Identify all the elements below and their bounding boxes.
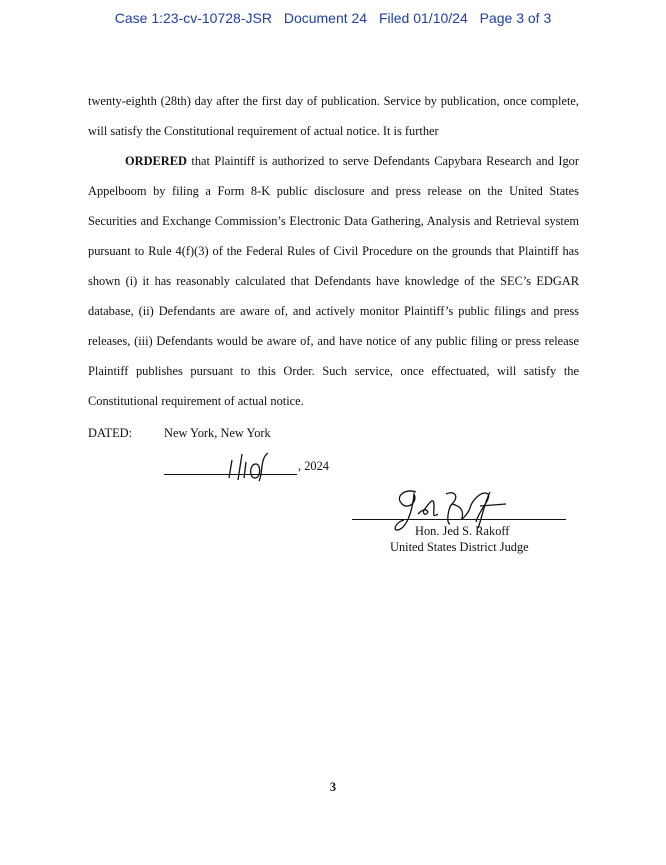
ordered-text: that Plaintiff is authorized to serve Defendants Capybara Research and Igor Appelboom by filing a Form 8-K public disclosure and press release on the United States Securities and Exchange Commission’s Electronic Data Gathering, Analysis and Retrieval system pursuant to Rule 4(f)(3) of the Federal Rules of Civil Procedure on the grounds that Plaintiff has shown (i) it has reasonably calculated that Defendants have knowledge of the SEC’s EDGAR database, (ii) Defendants are aware of, and actively monitor Plaintiff’s public filings and press releases, (iii) Defendants would be aware of, and have notice of any public filing or press release Plaintiff publishes pursuant to this Order. Such service, once effectuated, will satisfy the Constitutional requirement of actual notice. — [88, 154, 579, 408]
date-underline — [164, 474, 297, 475]
case-number: Case 1:23-cv-10728-JSR — [114, 10, 272, 26]
paragraph-ordered — [88, 146, 579, 416]
page-indicator: Page 3 of 3 — [479, 10, 552, 26]
filed-date: Filed 01/10/24 — [379, 10, 468, 26]
dated-place: New York, New York — [164, 426, 271, 440]
judge-name: Hon. Jed S. Rakoff — [415, 524, 510, 538]
page-number: 3 — [329, 780, 337, 794]
order-body — [88, 86, 579, 416]
date-year: , 2024 — [298, 459, 329, 473]
ordered-keyword: ORDERED — [125, 154, 187, 168]
dated-label: DATED: — [88, 426, 133, 440]
document-number: Document 24 — [283, 10, 368, 26]
paragraph-publication: twenty-eighth (28th) day after the first day of publication. Service by publication, once complete, will satisfy the Constitutional requirement of actual notice. It is further — [88, 94, 579, 138]
judge-title: United States District Judge — [390, 540, 529, 554]
handwritten-date-mark — [226, 450, 276, 484]
document-header — [0, 10, 666, 26]
signature-line — [352, 519, 566, 520]
